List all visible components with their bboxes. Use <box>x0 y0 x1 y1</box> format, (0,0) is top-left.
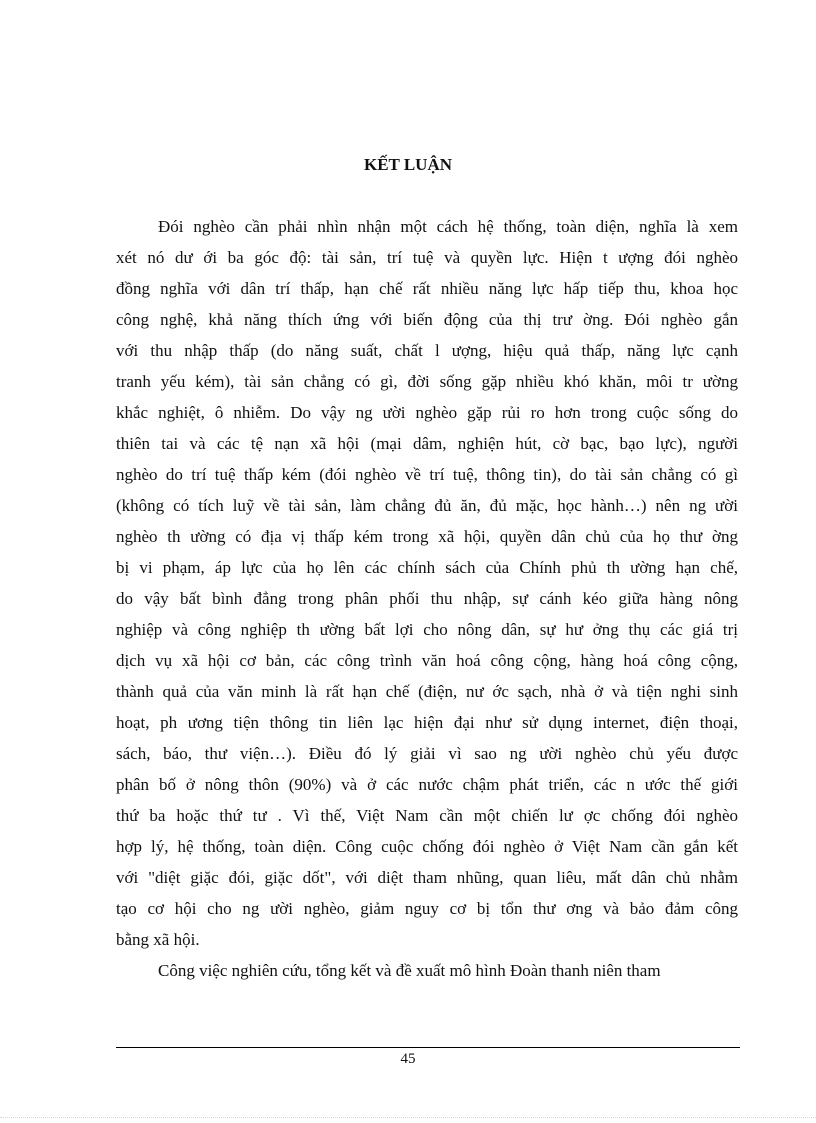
text-line: thứ ba hoặc thứ tư . Vì thế, Việt Nam cần một chiến lư ợc chống đói nghèo <box>116 806 738 825</box>
text-line: tạo cơ hội cho ng ười nghèo, giảm nguy cơ bị tổn thư ơng và bảo đảm công <box>116 899 738 918</box>
text-line: với "diệt giặc đói, giặc dốt", với diệt tham nhũng, quan liêu, mất dân chủ nhằm <box>116 868 738 887</box>
text-line: dịch vụ xã hội cơ bản, các công trình văn hoá công cộng, hàng hoá công cộng, <box>116 651 738 670</box>
text-line: nghèo th ường có địa vị thấp kém trong xã hội, quyền dân chủ của họ thư ờng <box>116 527 738 546</box>
text-line: với thu nhập thấp (do năng suất, chất l ượng, hiệu quả thấp, năng lực cạnh <box>116 341 738 360</box>
text-line: xét nó dư ới ba góc độ: tài sản, trí tuệ và quyền lực. Hiện t ượng đói nghèo <box>116 248 738 267</box>
text-line: Công việc nghiên cứu, tổng kết và đề xuất mô hình Đoàn thanh niên tham <box>158 961 661 980</box>
text-line: đồng nghĩa với dân trí thấp, hạn chế rất nhiều năng lực hấp tiếp thu, khoa học <box>116 279 738 298</box>
page-number: 45 <box>400 1051 416 1067</box>
text-line: Đói nghèo cần phải nhìn nhận một cách hệ thống, toàn diện, nghĩa là xem <box>158 217 738 236</box>
text-line: nghiệp và công nghiệp th ường bất lợi cho nông dân, sự hư ởng thụ các giá trị <box>116 620 738 639</box>
text-line: bằng xã hội. <box>116 930 200 949</box>
text-line: nghèo do trí tuệ thấp kém (đói nghèo về trí tuệ, thông tin), do tài sản chẳng có gì <box>116 465 738 484</box>
text-line: thành quả của văn minh là rất hạn chế (điện, nư ớc sạch, nhà ở và tiện nghi sinh <box>116 682 738 701</box>
page-bottom-border <box>0 1117 816 1118</box>
text-line: hợp lý, hệ thống, toàn diện. Công cuộc chống đói nghèo ở Việt Nam cần gắn kết <box>116 837 738 856</box>
text-line: bị vi phạm, áp lực của họ lên các chính sách của Chính phủ th ường hạn chế, <box>116 558 738 577</box>
text-line: khắc nghiệt, ô nhiễm. Do vậy ng ười nghèo gặp rủi ro hơn trong cuộc sống do <box>116 403 738 422</box>
text-line: sách, báo, thư viện…). Điều đó lý giải vì sao ng ười nghèo chủ yếu được <box>116 744 738 763</box>
text-line: (không có tích luỹ về tài sản, làm chẳng đủ ăn, đủ mặc, học hành…) nên ng ười <box>116 496 738 515</box>
page-title: KẾT LUẬN <box>363 155 452 174</box>
text-line: công nghệ, khả năng thích ứng với biến động của thị trư ờng. Đói nghèo gắn <box>116 310 738 329</box>
text-line: tranh yếu kém), tài sản chẳng có gì, đời sống gặp nhiều khó khăn, môi tr ường <box>116 372 738 391</box>
text-line: hoạt, ph ương tiện thông tin liên lạc hiện đại như sử dụng internet, điện thoại, <box>116 713 738 732</box>
text-line: phân bố ở nông thôn (90%) và ở các nước chậm phát triển, các n ước thế giới <box>116 775 738 794</box>
text-line: thiên tai và các tệ nạn xã hội (mại dâm, nghiện hút, cờ bạc, bạo lực), người <box>116 434 738 453</box>
text-line: do vậy bất bình đẳng trong phân phối thu nhập, sự cánh kéo giữa hàng nông <box>116 589 738 608</box>
footer-rule <box>116 1047 740 1048</box>
